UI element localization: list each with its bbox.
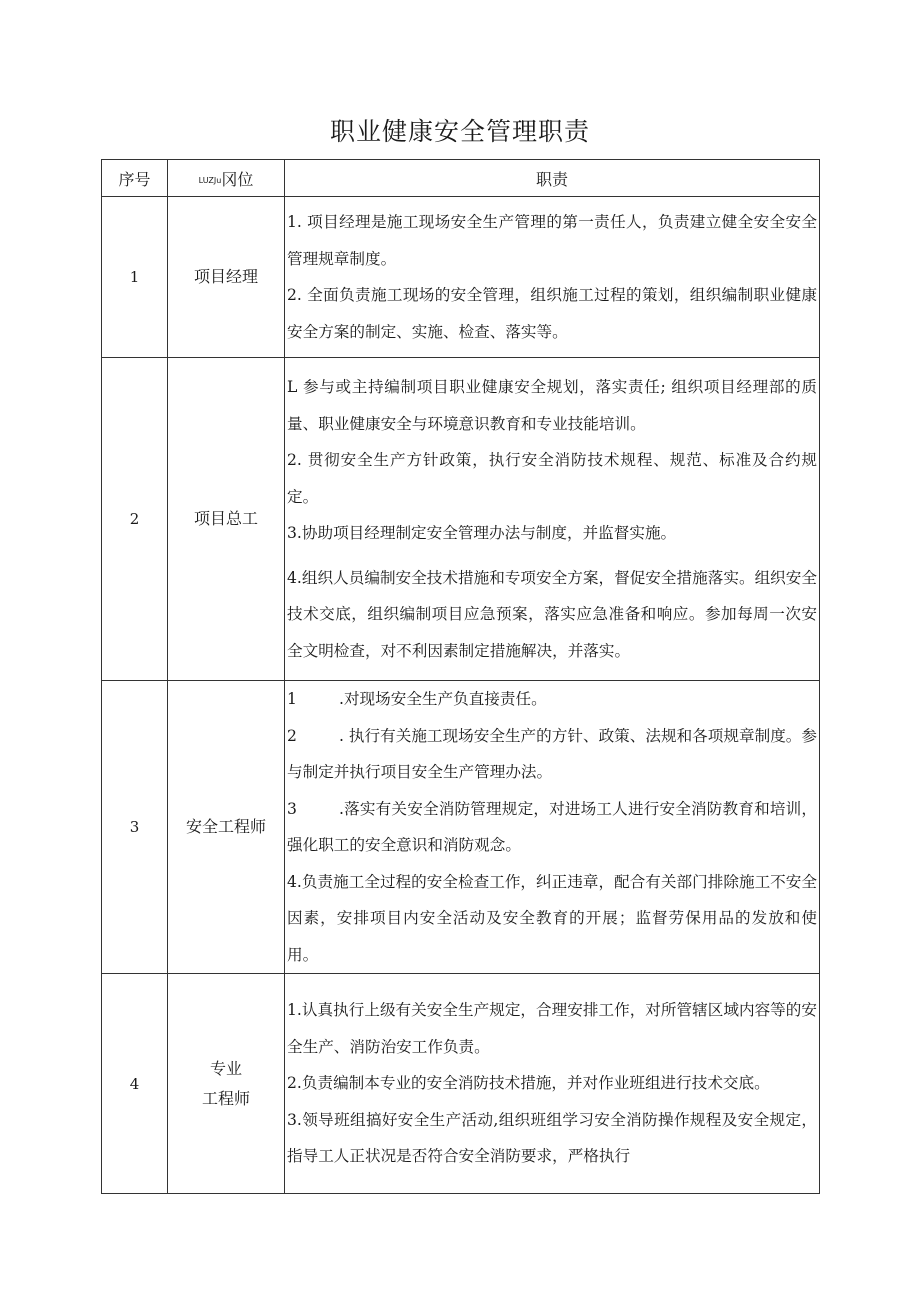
duty-item: 4.组织人员编制安全技术措施和专项安全方案，督促安全措施落实。组织安全技术交底，组织编制项目应急预案，落实应急准备和响应。参加每周一次安全文明检查，对不利因素制定措施解决，并落实。: [287, 568, 817, 660]
row-number: 2: [102, 358, 168, 681]
row-number: 3: [102, 681, 168, 974]
duty-item: L 参与或主持编制项目职业健康安全规划，落实责任; 组织项目经理部的质量、职业健康安全与环境意识教育和专业技能培训。: [287, 378, 817, 433]
row-role: [168, 358, 285, 681]
duty-item-number: 2: [287, 726, 297, 745]
role-line: 项目经理: [193, 267, 258, 286]
responsibility-table: [101, 159, 820, 1194]
role-line: 安全工程师: [185, 817, 266, 836]
duty-item: 2.负责编制本专业的安全消防技术措施，并对作业班组进行技术交底。: [287, 1074, 770, 1093]
duty-item: 1.认真执行上级有关安全生产规定，合理安排工作，对所管辖区域内容等的安全生产、消防治安工作负责。: [287, 1001, 817, 1056]
duty-item: 3.领导班组搞好安全生产活动,组织班组学习安全消防操作规程及安全规定，指导工人正状况是否符合安全消防要求，严格执行: [287, 1110, 817, 1166]
row-role: [168, 197, 285, 358]
role-line: 工程师: [201, 1088, 250, 1108]
duty-item: [287, 681, 817, 718]
duty-item-number: 3: [287, 799, 297, 818]
row-duties: [285, 197, 820, 358]
role-line: 项目总工: [193, 509, 258, 528]
duty-item-text: 4.负责施工全过程的安全检查工作，纠正违章，配合有关部门排除施工不安全因素，安排项目内安全活动及安全教育的开展；监督劳保用品的发放和使用。: [287, 872, 817, 964]
row-duties: [285, 681, 820, 974]
duty-item-text: .对现场安全生产负直接责任。: [339, 690, 547, 708]
duty-item: 1. 项目经理是施工现场安全生产管理的第一责任人，负责建立健全安全安全管理规章制度。: [287, 213, 817, 268]
duty-item: 2. 贯彻安全生产方针政策，执行安全消防技术规程、规范、标准及合约规定。: [287, 451, 817, 506]
row-duties: [285, 358, 820, 681]
header-role-label: 冈位: [221, 169, 254, 189]
row-duties: [285, 974, 820, 1194]
duty-item-text: .落实有关安全消防管理规定，对进场工人进行安全消防教育和培训，强化职工的安全意识和消防观念。: [287, 799, 817, 854]
page-title: 职业健康安全管理职责: [329, 117, 590, 146]
duty-item-number: 1: [287, 690, 297, 708]
header-role: [168, 160, 285, 197]
role-line: 专业: [209, 1058, 242, 1078]
duty-item: 2. 全面负责施工现场的安全管理，组织施工过程的策划，组织编制职业健康安全方案的制定、实施、检查、落实等。: [287, 286, 817, 341]
header-role-prefix: LUZJu: [198, 175, 222, 185]
header-duty: 职责: [285, 160, 820, 197]
duty-item: [287, 791, 817, 864]
table-row: [102, 974, 820, 1194]
header-no: 序号: [102, 160, 168, 197]
duty-item: [287, 864, 817, 974]
table-header-row: [102, 160, 820, 197]
row-role: [168, 974, 285, 1194]
table-row: [102, 681, 820, 974]
paragraph-spacer: [287, 552, 817, 560]
table-row: [102, 197, 820, 358]
row-number: 1: [102, 197, 168, 358]
row-role: [168, 681, 285, 974]
row-number: 4: [102, 974, 168, 1194]
duty-item-text: . 执行有关施工现场安全生产的方针、政策、法规和各项规章制度。参与制定并执行项目安全生产管理办法。: [287, 726, 817, 781]
table-row: [102, 358, 820, 681]
duty-item: 3.协助项目经理制定安全管理办法与制度，并监督实施。: [287, 524, 677, 542]
duty-item: [287, 718, 817, 791]
